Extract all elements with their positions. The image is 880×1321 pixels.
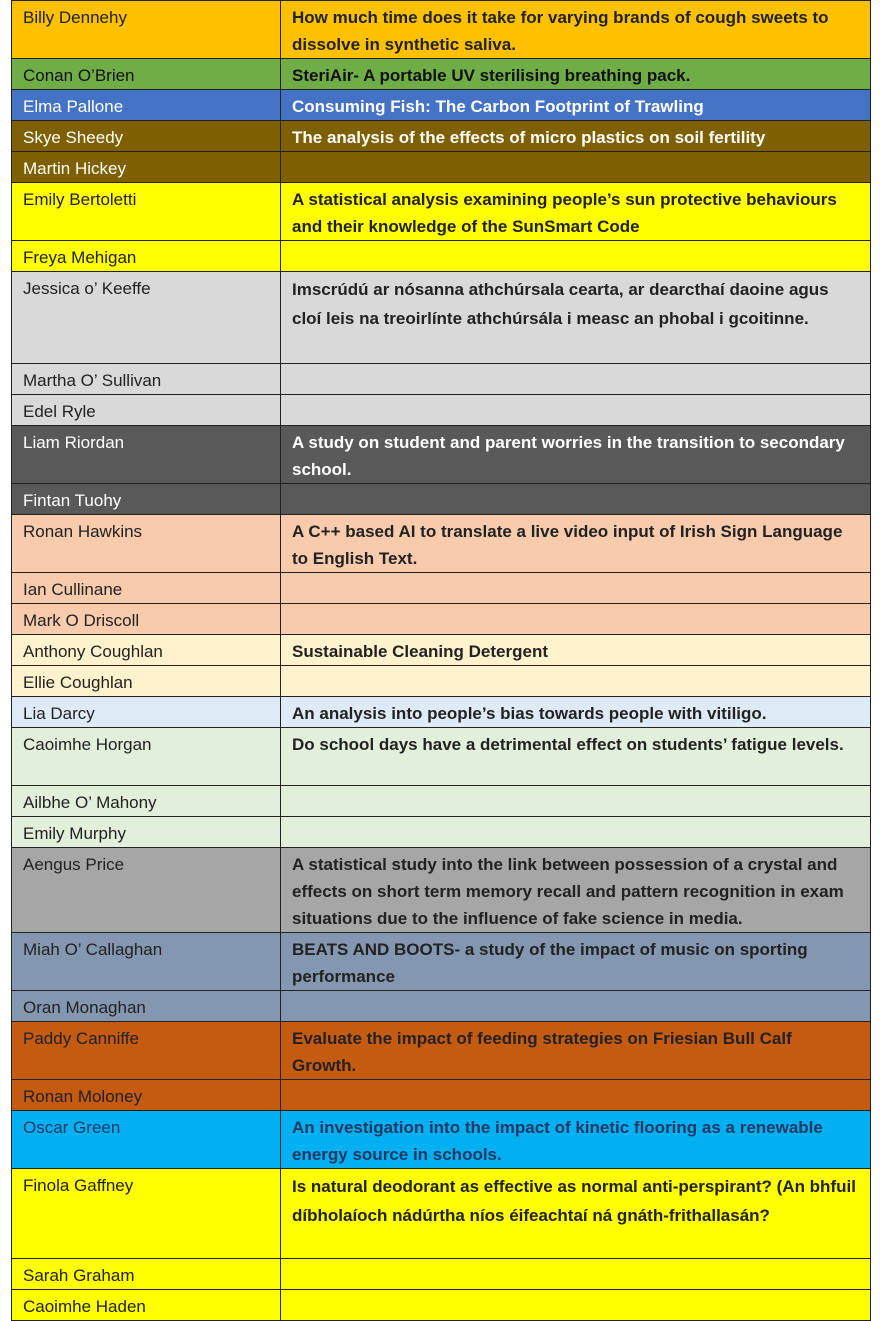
project-title-cell: SteriAir- A portable UV sterilising breathing pack. <box>281 59 871 90</box>
student-name-cell: Elma Pallone <box>12 90 281 121</box>
student-name-cell: Edel Ryle <box>12 395 281 426</box>
student-name-cell: Oscar Green <box>12 1111 281 1169</box>
student-name-cell: Emily Murphy <box>12 817 281 848</box>
project-title-cell: A C++ based AI to translate a live video input of Irish Sign Language to English Text. <box>281 515 871 573</box>
table-row <box>12 152 871 183</box>
student-name-cell: Fintan Tuohy <box>12 484 281 515</box>
project-title-cell <box>281 152 871 183</box>
student-name-cell: Aengus Price <box>12 848 281 933</box>
project-title-cell: Evaluate the impact of feeding strategies on Friesian Bull Calf Growth. <box>281 1022 871 1080</box>
project-title-cell: Imscrúdú ar nósanna athchúrsala cearta, ar dearcthaí daoine agus cloí leis na treoirlínte athchúrsála i measc an phobal i gcoitinne. <box>281 272 871 364</box>
student-name-cell: Caoimhe Haden <box>12 1290 281 1321</box>
table-row <box>12 1111 871 1169</box>
table-row <box>12 666 871 697</box>
student-name-cell: Ian Cullinane <box>12 573 281 604</box>
student-name-cell: Lia Darcy <box>12 697 281 728</box>
table-row <box>12 728 871 786</box>
project-title-cell: BEATS AND BOOTS- a study of the impact of music on sporting performance <box>281 933 871 991</box>
project-title-cell <box>281 484 871 515</box>
table-row <box>12 1169 871 1259</box>
student-name-cell: Ronan Moloney <box>12 1080 281 1111</box>
table-row <box>12 1259 871 1290</box>
project-title-cell <box>281 1259 871 1290</box>
table-row <box>12 90 871 121</box>
project-title-cell <box>281 666 871 697</box>
student-name-cell: Miah O’ Callaghan <box>12 933 281 991</box>
project-title-cell <box>281 786 871 817</box>
project-title-cell: The analysis of the effects of micro plastics on soil fertility <box>281 121 871 152</box>
project-title-cell <box>281 991 871 1022</box>
table-row <box>12 515 871 573</box>
table-row <box>12 848 871 933</box>
table-row <box>12 933 871 991</box>
student-name-cell: Oran Monaghan <box>12 991 281 1022</box>
project-title-cell <box>281 1290 871 1321</box>
student-name-cell: Jessica o’ Keeffe <box>12 272 281 364</box>
project-title-cell: Do school days have a detrimental effect on students’ fatigue levels. <box>281 728 871 786</box>
student-name-cell: Paddy Canniffe <box>12 1022 281 1080</box>
project-title-cell <box>281 364 871 395</box>
table-row <box>12 121 871 152</box>
project-title-cell: How much time does it take for varying brands of cough sweets to dissolve in synthetic saliva. <box>281 1 871 59</box>
project-title-cell: Is natural deodorant as effective as normal anti-perspirant? (An bhfuil díbholaíoch nádúrtha níos éifeachtaí ná gnáth-frithallasán? <box>281 1169 871 1259</box>
table-row <box>12 604 871 635</box>
student-name-cell: Martin Hickey <box>12 152 281 183</box>
student-name-cell: Finola Gaffney <box>12 1169 281 1259</box>
student-name-cell: Sarah Graham <box>12 1259 281 1290</box>
student-name-cell: Ailbhe O’ Mahony <box>12 786 281 817</box>
student-name-cell: Caoimhe Horgan <box>12 728 281 786</box>
project-table-container <box>11 0 871 1321</box>
table-row <box>12 991 871 1022</box>
table-row <box>12 786 871 817</box>
project-title-cell: Sustainable Cleaning Detergent <box>281 635 871 666</box>
table-row <box>12 241 871 272</box>
project-title-cell <box>281 817 871 848</box>
table-row <box>12 635 871 666</box>
table-row <box>12 364 871 395</box>
project-title-cell: A statistical analysis examining people’s sun protective behaviours and their knowledge of the SunSmart Code <box>281 183 871 241</box>
student-name-cell: Freya Mehigan <box>12 241 281 272</box>
student-name-cell: Ellie Coughlan <box>12 666 281 697</box>
project-title-cell: A study on student and parent worries in the transition to secondary school. <box>281 426 871 484</box>
project-title-cell <box>281 1080 871 1111</box>
table-row <box>12 1080 871 1111</box>
table-row <box>12 1 871 59</box>
project-title-cell: An investigation into the impact of kinetic flooring as a renewable energy source in schools. <box>281 1111 871 1169</box>
student-name-cell: Emily Bertoletti <box>12 183 281 241</box>
table-row <box>12 183 871 241</box>
project-title-cell <box>281 395 871 426</box>
student-name-cell: Mark O Driscoll <box>12 604 281 635</box>
student-name-cell: Anthony Coughlan <box>12 635 281 666</box>
student-name-cell: Conan O’Brien <box>12 59 281 90</box>
project-title-cell <box>281 241 871 272</box>
table-row <box>12 484 871 515</box>
project-title-cell: An analysis into people’s bias towards people with vitiligo. <box>281 697 871 728</box>
student-name-cell: Skye Sheedy <box>12 121 281 152</box>
table-row <box>12 395 871 426</box>
project-table <box>11 0 871 1321</box>
table-row <box>12 59 871 90</box>
table-row <box>12 272 871 364</box>
table-row <box>12 426 871 484</box>
table-row <box>12 1290 871 1321</box>
table-row <box>12 697 871 728</box>
student-name-cell: Liam Riordan <box>12 426 281 484</box>
project-title-cell <box>281 604 871 635</box>
project-title-cell <box>281 573 871 604</box>
table-row <box>12 1022 871 1080</box>
student-name-cell: Billy Dennehy <box>12 1 281 59</box>
table-row <box>12 817 871 848</box>
table-row <box>12 573 871 604</box>
project-title-cell: Consuming Fish: The Carbon Footprint of Trawling <box>281 90 871 121</box>
student-name-cell: Ronan Hawkins <box>12 515 281 573</box>
project-title-cell: A statistical study into the link between possession of a crystal and effects on short term memory recall and pattern recognition in exam situations due to the influence of fake science in media. <box>281 848 871 933</box>
student-name-cell: Martha O’ Sullivan <box>12 364 281 395</box>
